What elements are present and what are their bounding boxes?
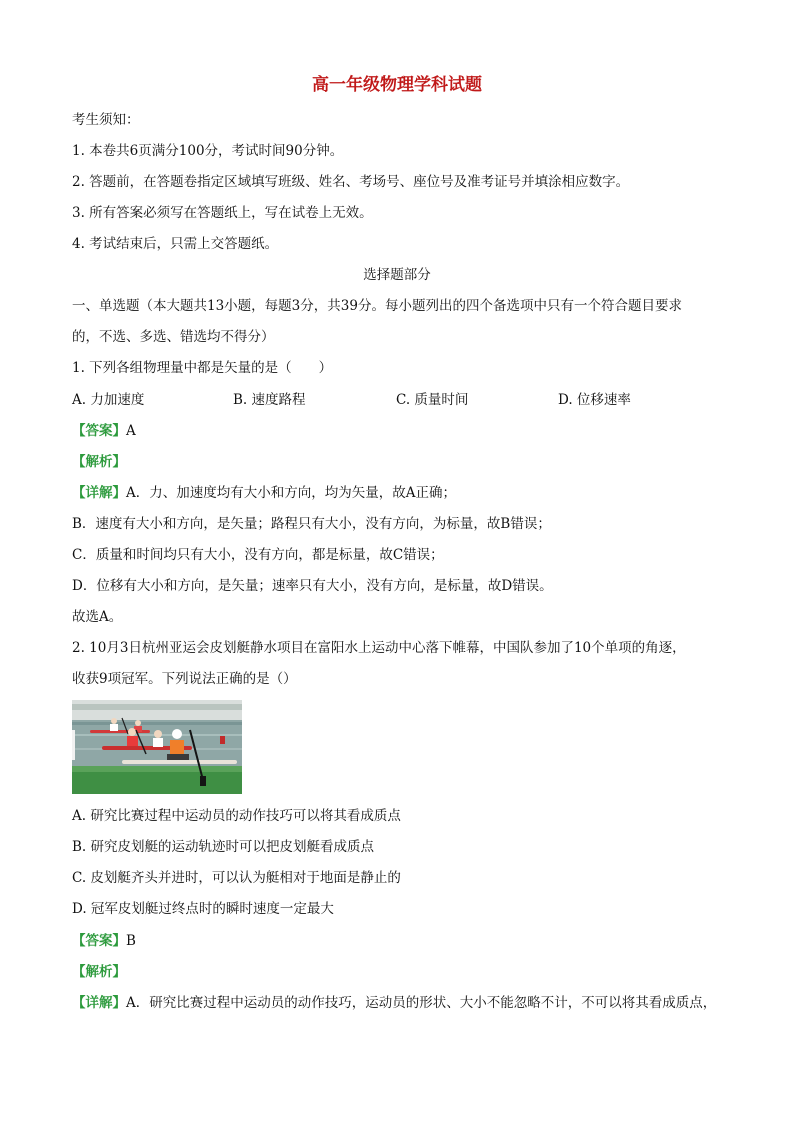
answer-label: 【答案】 bbox=[72, 933, 126, 949]
detail-text: D．位移有大小和方向，是矢量；速率只有大小，没有方向，是标量，故D错误。 bbox=[72, 578, 553, 594]
section-title: 选择题部分 bbox=[363, 267, 431, 283]
option-c: C. 质量时间 bbox=[396, 392, 469, 408]
answer-value: A bbox=[126, 423, 136, 439]
answer-line bbox=[72, 421, 136, 441]
option-b: B. 速度路程 bbox=[233, 392, 306, 408]
notice-item: 2. 答题前，在答题卷指定区域填写班级、姓名、考场号、座位号及准考证号并填涂相应数字。 bbox=[72, 174, 630, 190]
part-instructions: 一、单选题（本大题共13小题，每题3分，共39分。每小题列出的四个备选项中只有一个符合题目要求 bbox=[72, 298, 682, 314]
detail-label: 【详解】 bbox=[72, 995, 126, 1011]
analysis-line bbox=[72, 452, 126, 472]
notice-item: 1. 本卷共6页满分100分，考试时间90分钟。 bbox=[72, 143, 344, 159]
question-stem: 收获9项冠军。下列说法正确的是（） bbox=[72, 671, 297, 687]
answer-label: 【答案】 bbox=[72, 423, 126, 439]
part-instructions: 的，不选、多选、错选均不得分） bbox=[72, 329, 275, 345]
detail-text: C．质量和时间均只有大小，没有方向，都是标量，故C错误； bbox=[72, 547, 444, 563]
detail-label: 【详解】 bbox=[72, 485, 126, 501]
conclusion: 故选A。 bbox=[72, 609, 123, 625]
answer-line bbox=[72, 931, 136, 951]
analysis-line bbox=[72, 962, 126, 982]
notice-item: 3. 所有答案必须写在答题纸上，写在试卷上无效。 bbox=[72, 205, 373, 221]
detail-line bbox=[72, 483, 456, 503]
answer-value: B bbox=[126, 933, 136, 949]
canoe-race-photo bbox=[72, 700, 242, 794]
detail-line bbox=[72, 993, 716, 1013]
notice-item: 4. 考试结束后，只需上交答题纸。 bbox=[72, 236, 279, 252]
question-stem: 1. 下列各组物理量中都是矢量的是（ ） bbox=[72, 360, 333, 376]
analysis-label: 【解析】 bbox=[72, 964, 126, 980]
detail-text: B．速度有大小和方向，是矢量；路程只有大小，没有方向，为标量，故B错误； bbox=[72, 516, 551, 532]
option-b: B. 研究皮划艇的运动轨迹时可以把皮划艇看成质点 bbox=[72, 839, 375, 855]
detail-text: A．力、加速度均有大小和方向，均为矢量，故A正确； bbox=[126, 485, 456, 501]
question-stem: 2. 10月3日杭州亚运会皮划艇静水项目在富阳水上运动中心落下帷幕，中国队参加了10个单项的角逐， bbox=[72, 640, 686, 656]
option-d: D. 位移速率 bbox=[558, 392, 631, 408]
notice-heading: 考生须知： bbox=[72, 112, 140, 128]
option-c: C. 皮划艇齐头并进时，可以认为艇相对于地面是静止的 bbox=[72, 870, 401, 886]
analysis-label: 【解析】 bbox=[72, 454, 126, 470]
option-d: D. 冠军皮划艇过终点时的瞬时速度一定最大 bbox=[72, 901, 334, 917]
option-a: A. 研究比赛过程中运动员的动作技巧可以将其看成质点 bbox=[72, 808, 401, 824]
exam-title: 高一年级物理学科试题 bbox=[312, 75, 482, 95]
detail-text: A．研究比赛过程中运动员的动作技巧，运动员的形状、大小不能忽略不计，不可以将其看成质点， bbox=[126, 995, 717, 1011]
option-a: A. 力加速度 bbox=[72, 392, 145, 408]
